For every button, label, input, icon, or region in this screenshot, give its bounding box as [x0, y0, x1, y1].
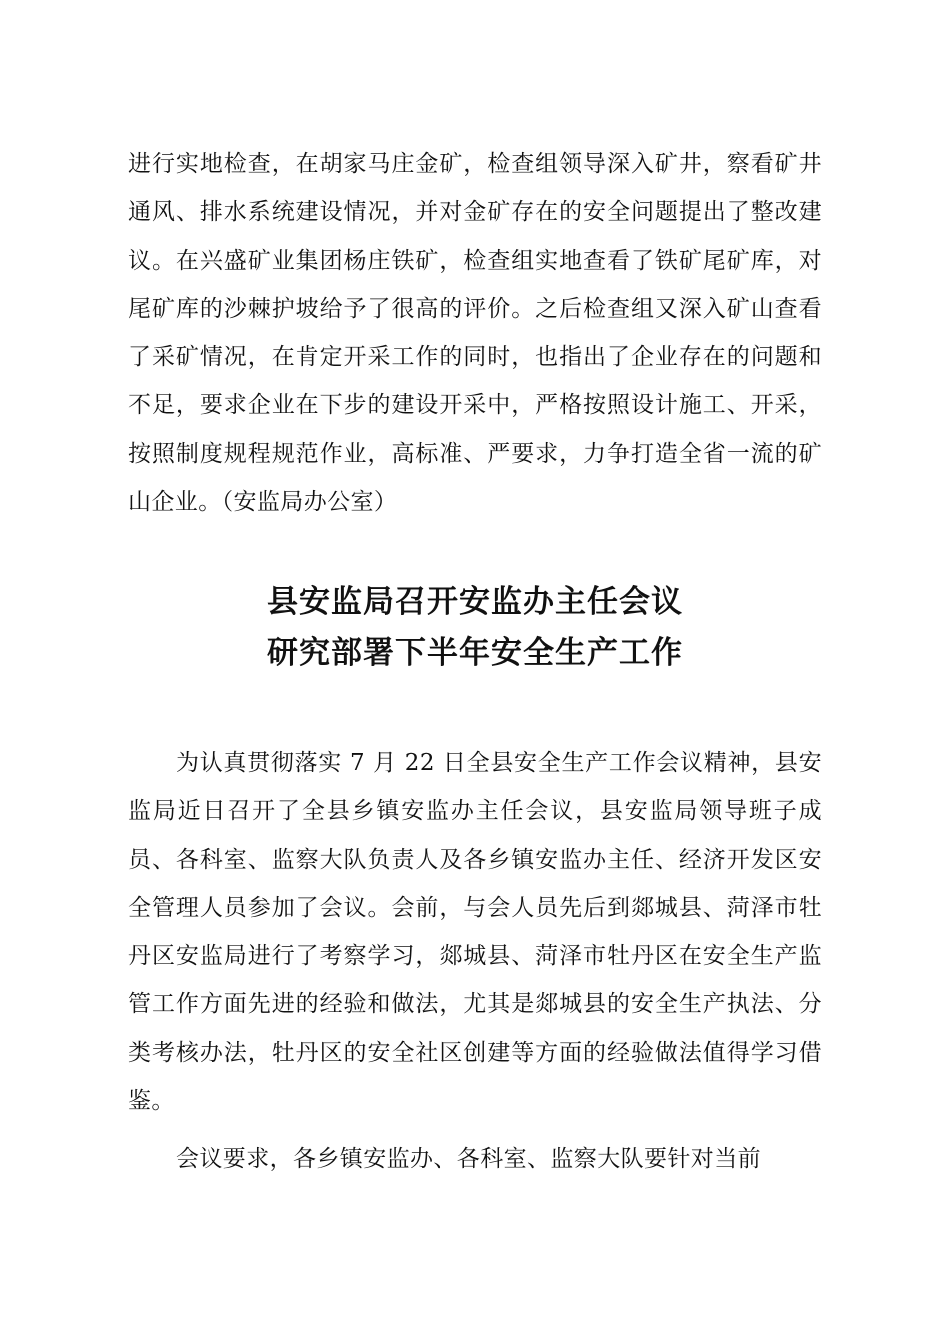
article-title-line-2: 研究部署下半年安全生产工作 — [267, 635, 683, 671]
body-paragraph-2: 为认真贯彻落实 7 月 22 日全县安全生产工作会议精神，县安监局近日召开了全县乡镇安监办主任会议，县安监局领导班子成员、各科室、监察大队负责人及各乡镇安监办主任、经济开发区安全管理人员参加了会议。会前，与会人员先后到郯城县、菏泽市牡丹区安监局进行了考察学习，郯城县、菏泽市牡丹区在安全生产监管工作方面先进的经验和做法，尤其是郯城县的安全生产执法、分类考核办法，牡丹区的安全社区创建等方面的经验做法值得学习借鉴。 — [128, 750, 822, 1115]
article-title — [128, 577, 822, 679]
article-title-line-1: 县安监局召开安监办主任会议 — [267, 584, 683, 620]
body-paragraph-1: 进行实地检查，在胡家马庄金矿，检查组领导深入矿井，察看矿井通风、排水系统建设情况，并对金矿存在的安全问题提出了整改建议。在兴盛矿业集团杨庄铁矿，检查组实地查看了铁矿尾矿库，对尾矿库的沙棘护坡给予了很高的评价。之后检查组又深入矿山查看了采矿情况，在肯定开采工作的同时，也指出了企业存在的问题和不足，要求企业在下步的建设开采中，严格按照设计施工、开采，按照制度规程规范作业，高标准、严要求，力争打造全省一流的矿山企业。（安监局办公室） — [128, 151, 822, 516]
body-paragraph-3: 会议要求，各乡镇安监办、各科室、监察大队要针对当前 — [176, 1146, 761, 1172]
